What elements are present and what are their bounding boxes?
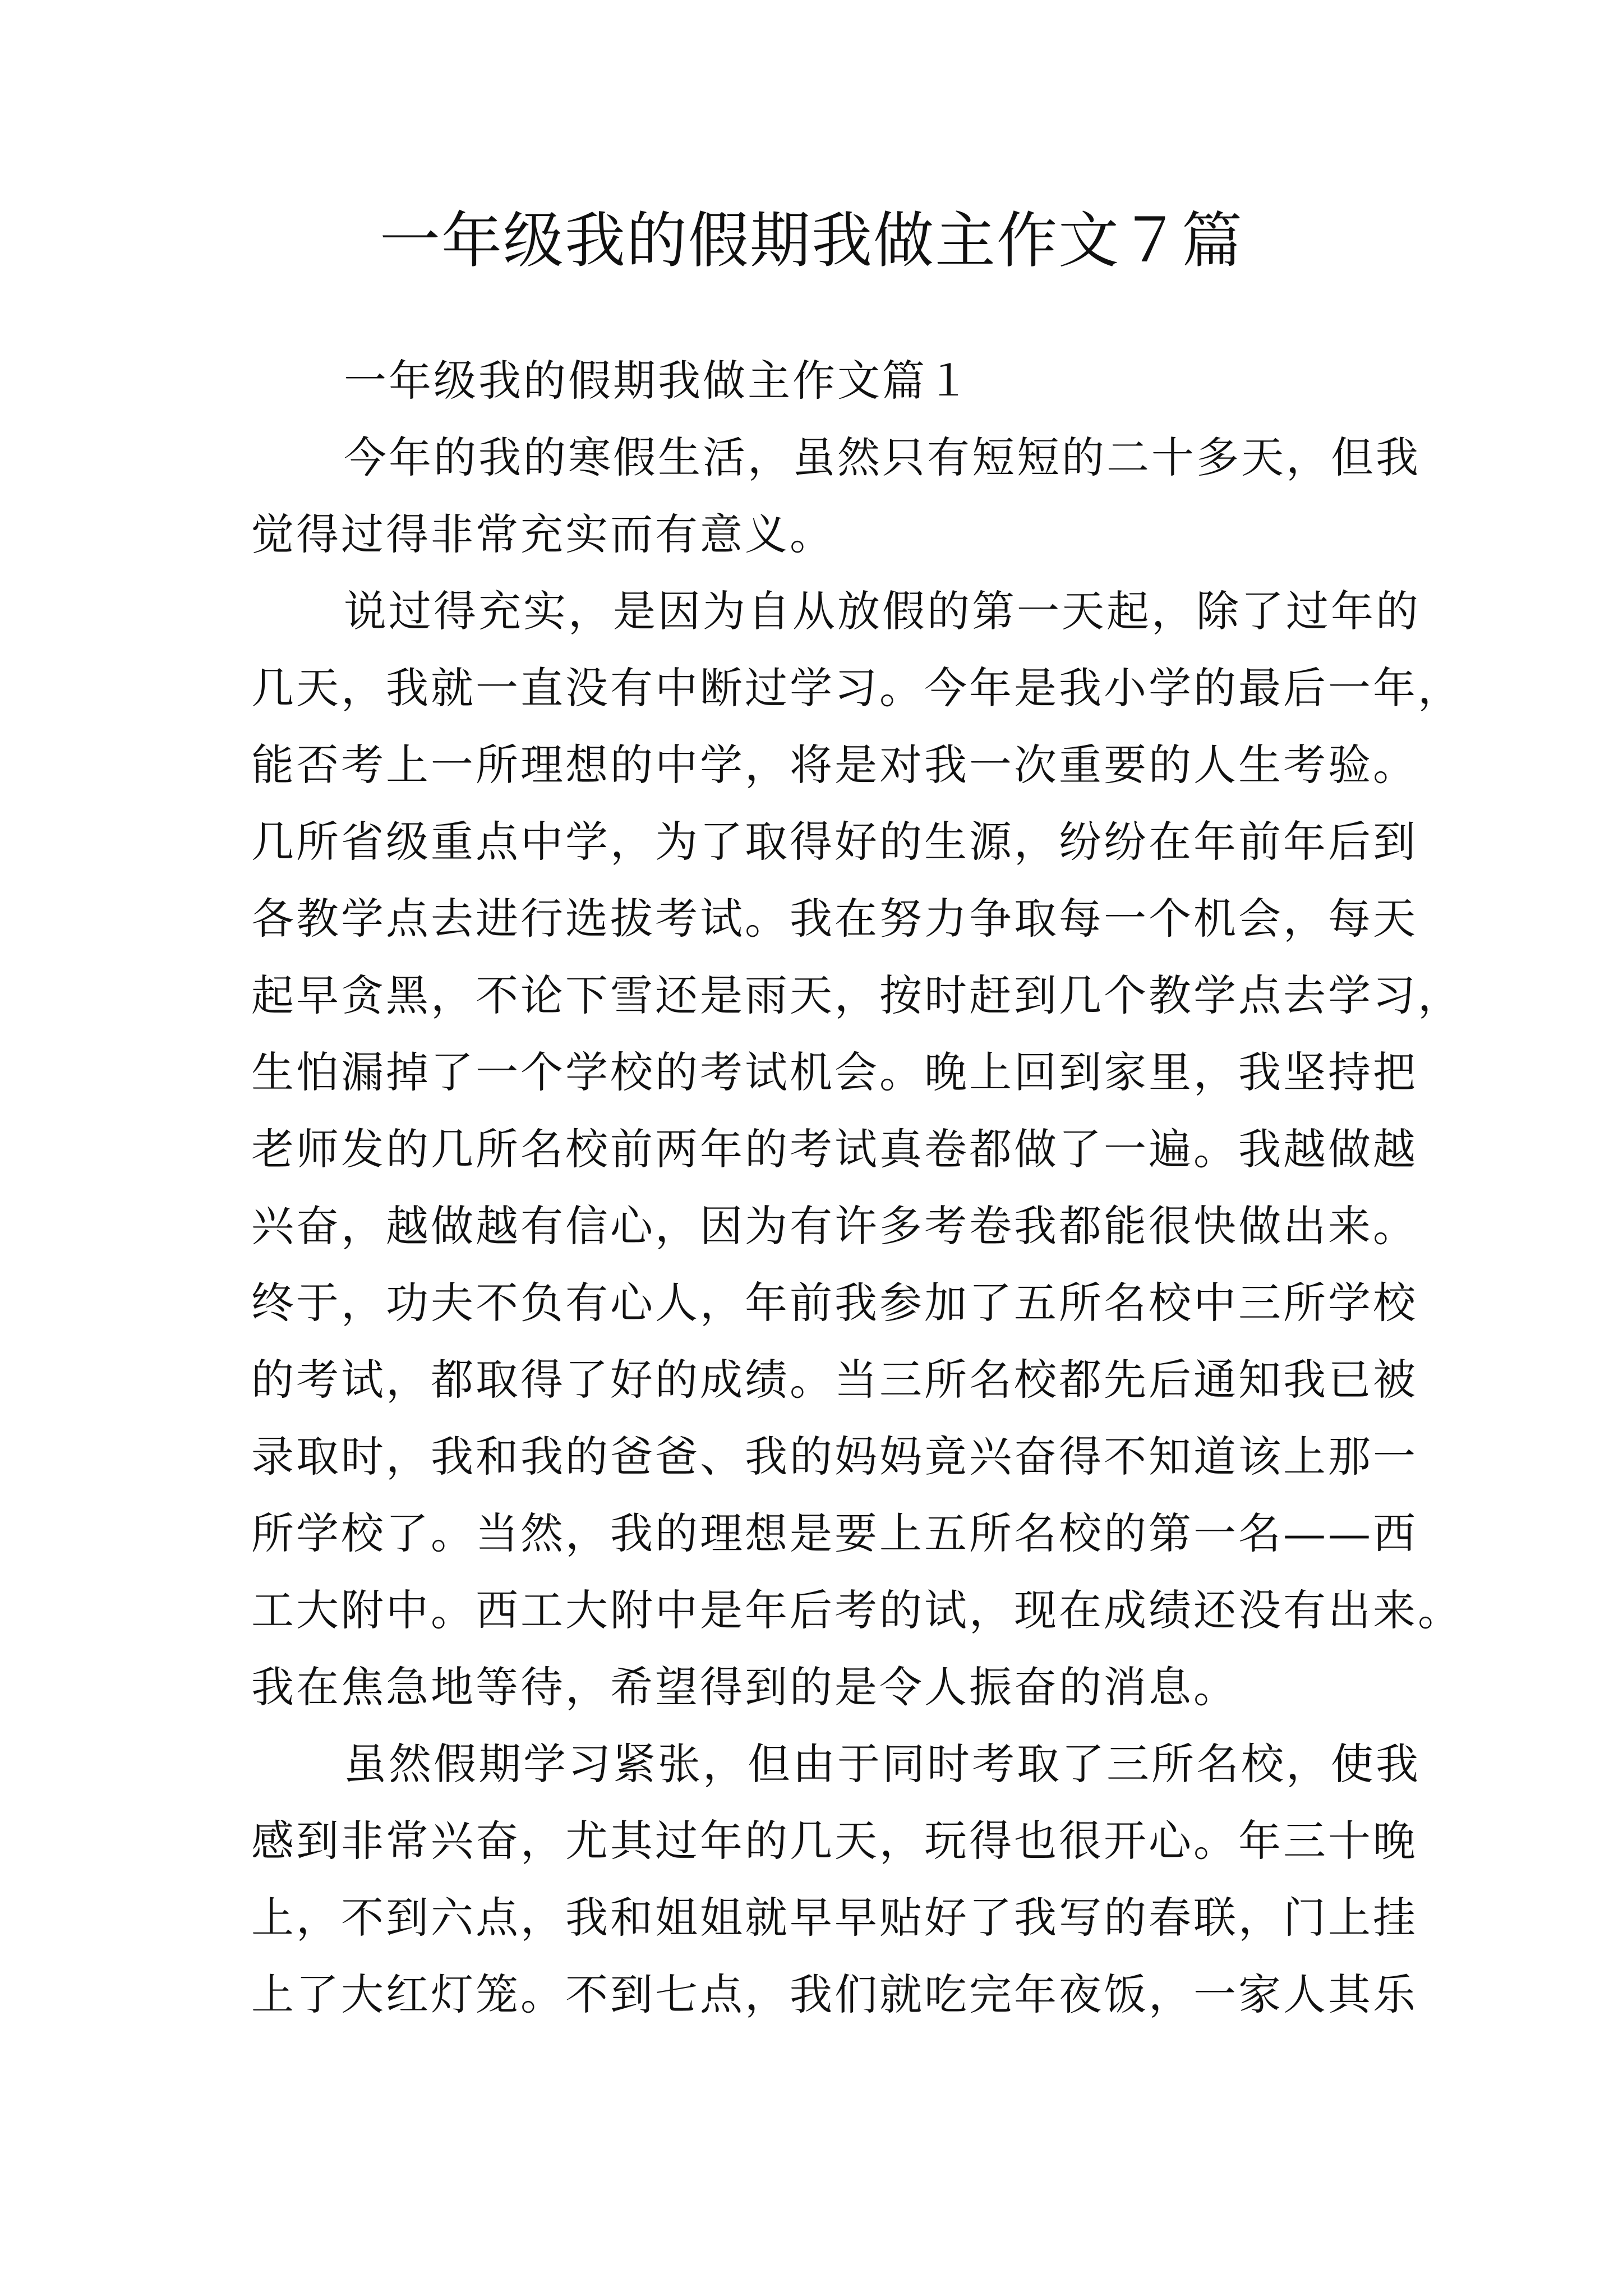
- paragraph-line: 终于，功夫不负有心人，年前我参加了五所名校中三所学校: [251, 1278, 1418, 1328]
- paragraph-line: 起早贪黑，不论下雪还是雨天，按时赶到几个教学点去学习，: [251, 970, 1463, 1020]
- paragraph-line: 各教学点去进行选拔考试。我在努力争取每一个机会，每天: [251, 894, 1418, 944]
- paragraph-1: [251, 419, 1421, 573]
- paragraph-line: 录取时，我和我的爸爸、我的妈妈竟兴奋得不知道该上那一: [251, 1432, 1418, 1481]
- paragraph-2: [251, 573, 1463, 1726]
- paragraph-line: 上，不到六点，我和姐姐就早早贴好了我写的春联，门上挂: [251, 1893, 1418, 1943]
- paragraph-line: 说过得充实，是因为自从放假的第一天起，除了过年的: [344, 586, 1421, 636]
- paragraph-line: 生怕漏掉了一个学校的考试机会。晚上回到家里，我坚持把: [251, 1047, 1418, 1097]
- document-body: [251, 342, 1463, 2033]
- paragraph-line: 兴奋，越做越有信心，因为有许多考卷我都能很快做出来。: [251, 1201, 1418, 1251]
- paragraph-line: 今年的我的寒假生活，虽然只有短短的二十多天，但我: [344, 432, 1421, 482]
- paragraph-line: 感到非常兴奋，尤其过年的几天，玩得也很开心。年三十晚: [251, 1816, 1418, 1866]
- paragraph-3: [251, 1726, 1421, 2033]
- section-heading: 一年级我的假期我做主作文篇１: [344, 356, 972, 406]
- document-title: 一年级我的假期我做主作文７篇: [379, 206, 1243, 276]
- paragraph-line: 工大附中。西工大附中是年后考的试，现在成绩还没有出来。: [251, 1585, 1463, 1635]
- paragraph-line: 所学校了。当然，我的理想是要上五所名校的第一名——西: [251, 1508, 1418, 1558]
- paragraph-line: 的考试，都取得了好的成绩。当三所名校都先后通知我已被: [251, 1355, 1418, 1405]
- paragraph-line: 虽然假期学习紧张，但由于同时考取了三所名校，使我: [344, 1739, 1421, 1789]
- paragraph-line: 上了大红灯笼。不到七点，我们就吃完年夜饭，一家人其乐: [251, 1970, 1418, 2019]
- paragraph-line: 觉得过得非常充实而有意义。: [251, 509, 834, 559]
- paragraph-line: 老师发的几所名校前两年的考试真卷都做了一遍。我越做越: [251, 1124, 1418, 1174]
- paragraph-line: 我在焦急地等待，希望得到的是令人振奋的消息。: [251, 1662, 1238, 1712]
- paragraph-line: 几所省级重点中学，为了取得好的生源，纷纷在年前年后到: [251, 817, 1418, 867]
- paragraph-line: 几天，我就一直没有中断过学习。今年是我小学的最后一年，: [251, 663, 1463, 713]
- paragraph-line: 能否考上一所理想的中学，将是对我一次重要的人生考验。: [251, 740, 1418, 790]
